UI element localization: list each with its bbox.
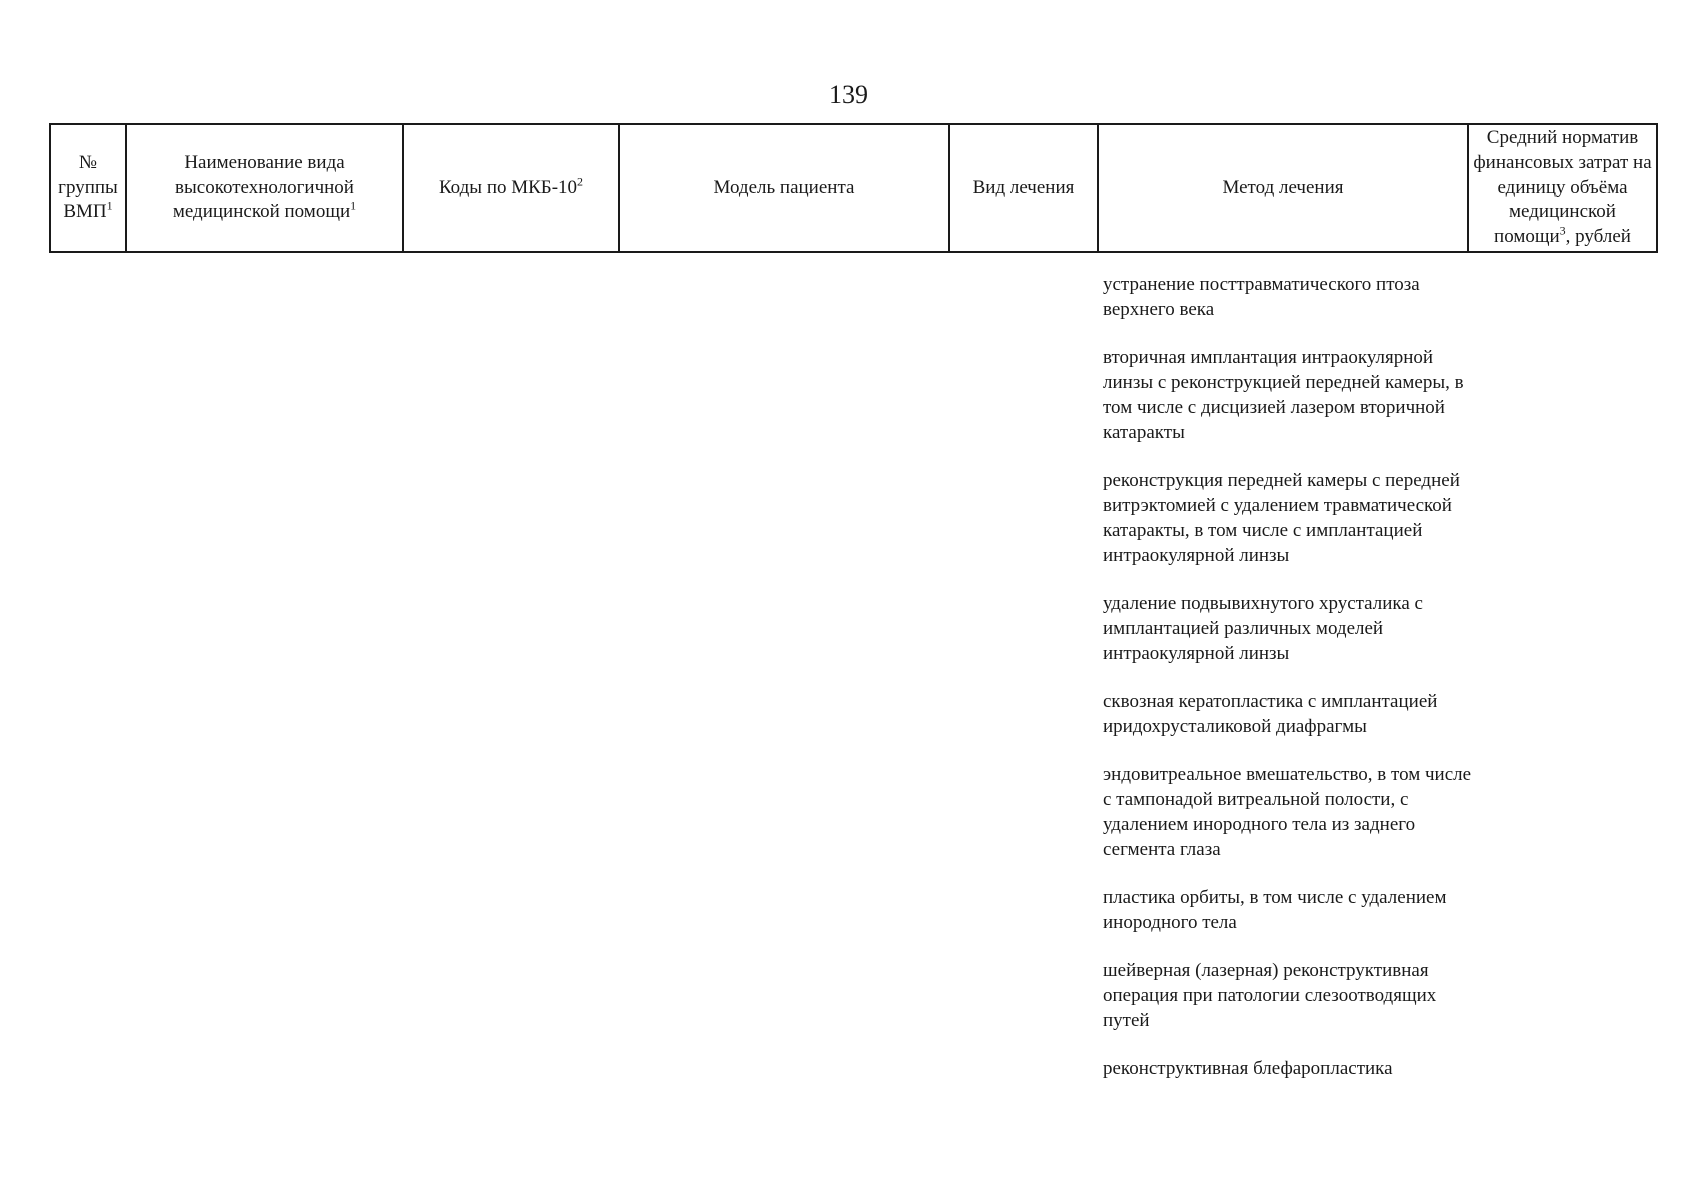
- header-average-cost: Средний норматив финансовых затрат на единицу объёма медицинской помощи$^3$, рублей: [1468, 124, 1657, 252]
- method-item: сквозная кератопластика с имплантацией иридохрусталиковой диафрагмы: [1103, 691, 1438, 737]
- header-treatment-type: Вид лечения: [949, 124, 1098, 252]
- method-item: эндовитреальное вмешательство, в том числе с тампонадой витреальной полости, с удалением инородного тела из заднего сегмента глаза: [1103, 764, 1472, 860]
- page-number: 139: [829, 80, 868, 109]
- header-treatment-method: Метод лечения: [1098, 124, 1468, 252]
- method-item: реконструктивная блефаропластика: [1103, 1058, 1393, 1079]
- method-item: шейверная (лазерная) реконструктивная операция при патологии слезоотводящих путей: [1103, 960, 1437, 1031]
- header-table: [49, 123, 1658, 253]
- header-care-type-name: Наименование вида высокотехнологичной медицинской помощи$^1$: [126, 124, 403, 252]
- header-group-number: № группы ВМП$^1$: [50, 124, 126, 252]
- method-item: пластика орбиты, в том числе с удалением инородного тела: [1103, 887, 1447, 933]
- method-item: устранение посттравматического птоза верхнего века: [1103, 274, 1420, 320]
- method-item: удаление подвывихнутого хрусталика с имплантацией различных моделей интраокулярной линзы: [1103, 593, 1423, 664]
- treatment-method-list: [1103, 272, 1483, 1104]
- header-icd-codes: Коды по МКБ-$10^2$: [403, 124, 619, 252]
- header-patient-model: Модель пациента: [619, 124, 949, 252]
- method-item: реконструкция передней камеры с передней витрэктомией с удалением травматической катаракты, в том числе с имплантацией интраокулярной линзы: [1103, 470, 1460, 566]
- method-item: вторичная имплантация интраокулярной линзы с реконструкцией передней камеры, в том числе с дисцизией лазером вторичной катаракты: [1103, 347, 1464, 443]
